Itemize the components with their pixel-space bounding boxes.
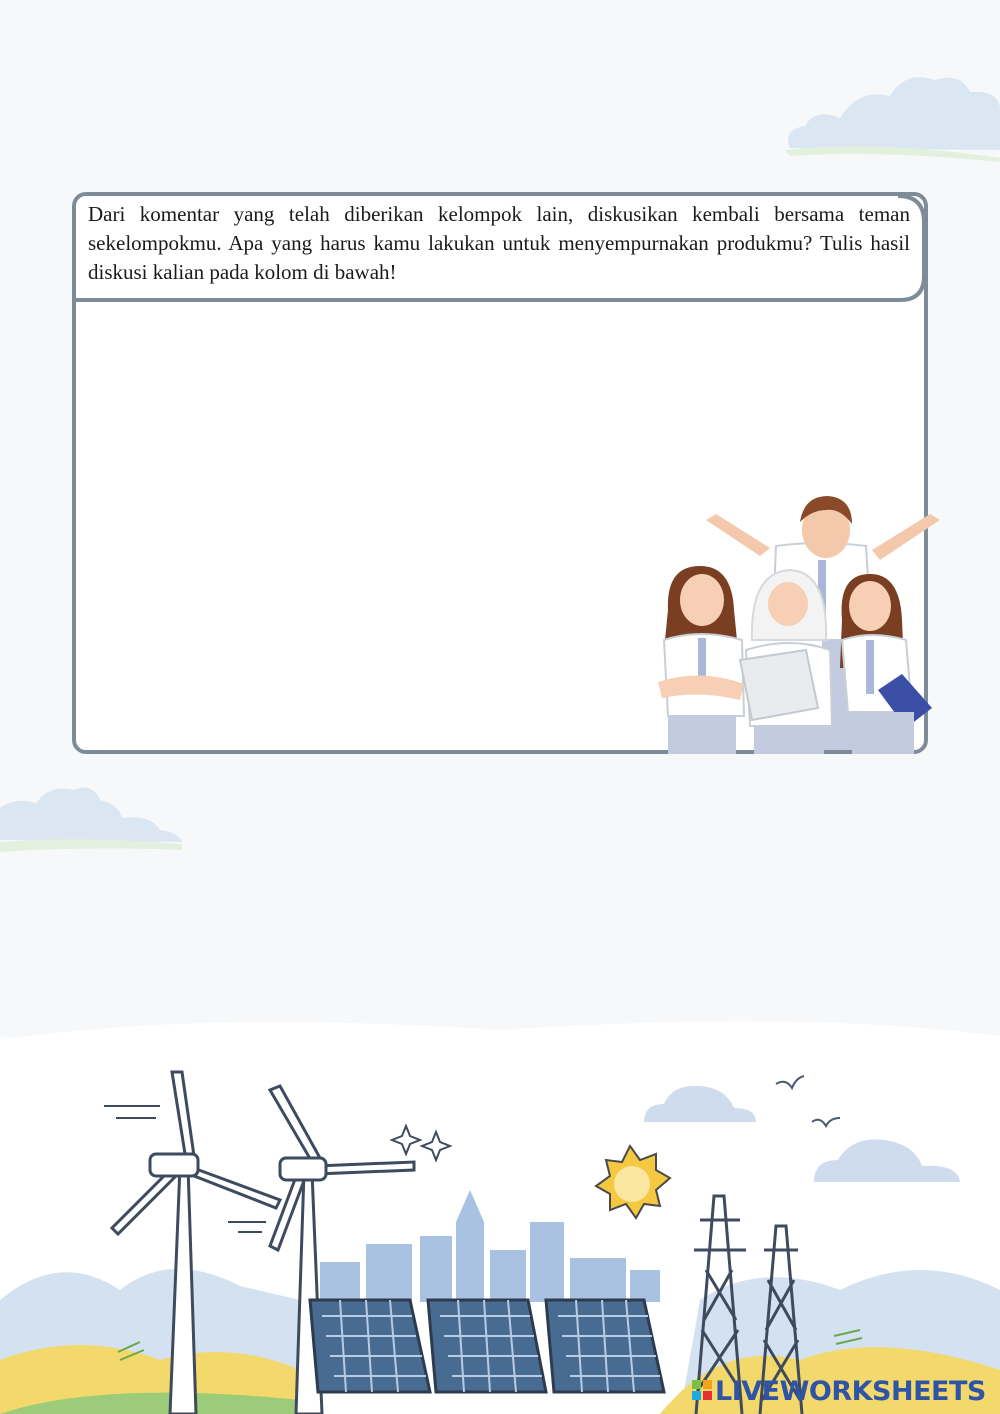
solar-panel-icon xyxy=(428,1300,546,1392)
solar-panel-icon xyxy=(310,1300,430,1392)
instruction-text: Dari komentar yang telah diberikan kelompok lain, diskusikan kembali bersama teman sekelompokmu. Apa yang harus kamu lakukan untuk menyempurnakan produkmu? Tulis hasil diskusi kalian pada kolom di bawah! xyxy=(88,202,910,284)
brand-name: LIVEWORKSHEETS xyxy=(715,1376,986,1407)
liveworksheets-logo-icon xyxy=(692,1380,712,1400)
solar-panel-icon xyxy=(546,1300,664,1392)
